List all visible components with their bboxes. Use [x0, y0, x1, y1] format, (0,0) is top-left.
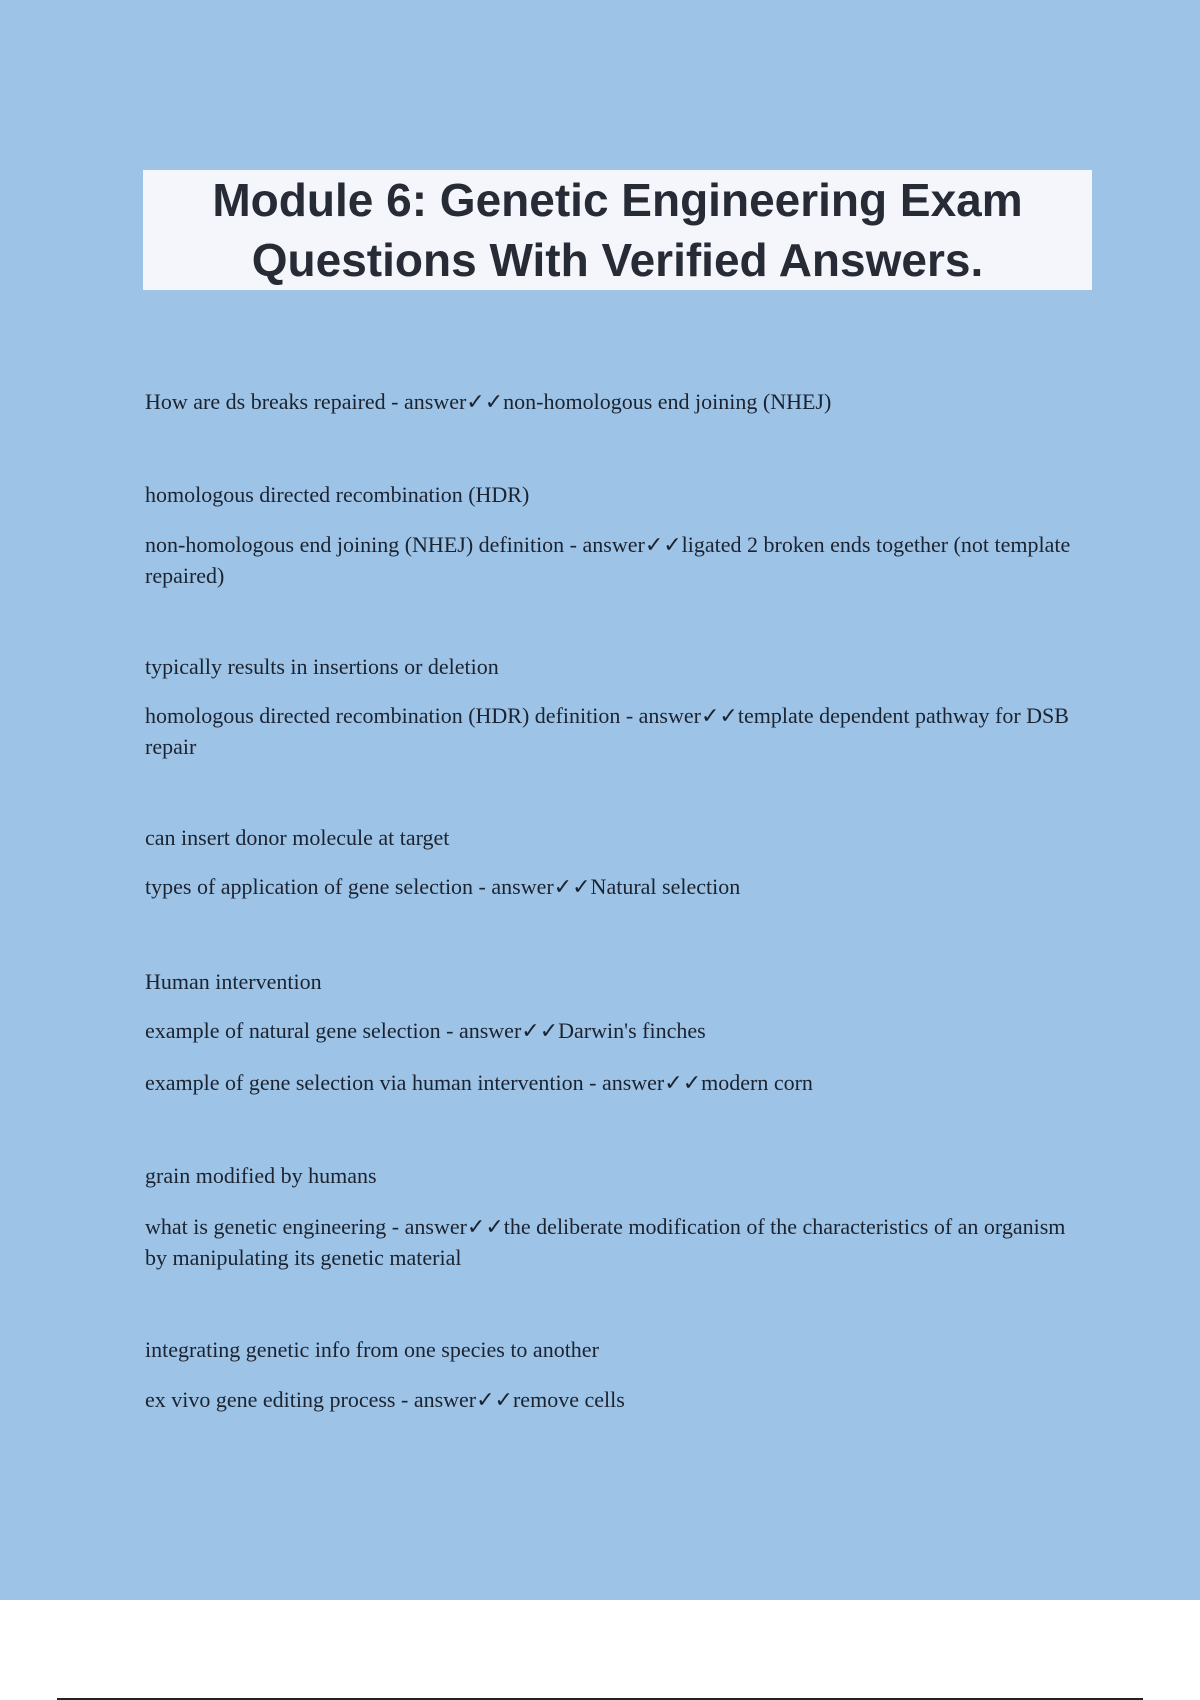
qa-entry: ex vivo gene editing process - answer✓✓remove cells: [145, 1387, 625, 1412]
qa-entry: types of application of gene selection - answer✓✓Natural selection: [145, 874, 741, 899]
qa-entry: typically results in insertions or deletion: [145, 654, 499, 679]
qa-entry: grain modified by humans: [145, 1163, 377, 1188]
qa-entry: what is genetic engineering - answer✓✓the deliberate modification of the characteristics of an organism by manipulating its genetic material: [145, 1214, 1066, 1270]
title-line-2: Questions With Verified Answers.: [251, 234, 984, 286]
qa-entry: example of natural gene selection - answer✓✓Darwin's finches: [145, 1018, 706, 1043]
qa-entry: integrating genetic info from one species to another: [145, 1337, 599, 1362]
qa-entry: homologous directed recombination (HDR): [145, 482, 530, 507]
title-box: [143, 170, 1092, 290]
qa-entry: How are ds breaks repaired - answer✓✓non-homologous end joining (NHEJ): [145, 389, 832, 414]
qa-entry: example of gene selection via human intervention - answer✓✓modern corn: [145, 1070, 813, 1095]
qa-entry: can insert donor molecule at target: [145, 825, 450, 850]
qa-list: [145, 386, 1085, 1415]
qa-entry: non-homologous end joining (NHEJ) definition - answer✓✓ligated 2 broken ends together (not template repaired): [145, 532, 1071, 588]
qa-entry: Human intervention: [145, 969, 322, 994]
document-title: [212, 170, 1022, 290]
title-line-1: Module 6: Genetic Engineering Exam: [212, 174, 1023, 226]
qa-entry: homologous directed recombination (HDR) definition - answer✓✓template dependent pathway for DSB repair: [145, 703, 1069, 759]
